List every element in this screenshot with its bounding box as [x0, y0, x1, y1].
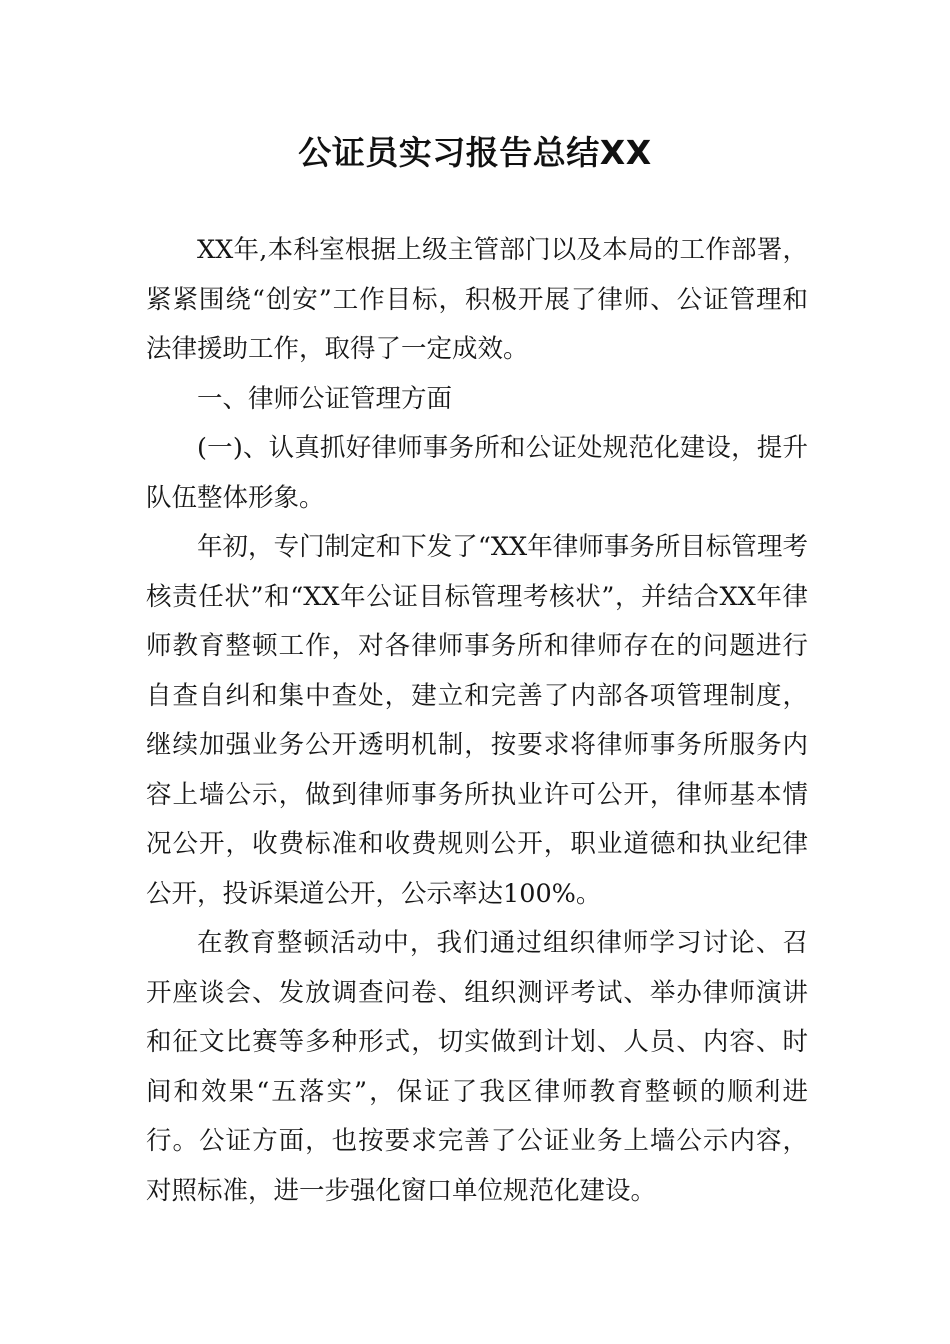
document-title: 公证员实习报告总结XX	[298, 133, 652, 172]
paragraph-education-campaign: 在教育整顿活动中，我们通过组织律师学习讨论、召开座谈会、发放调查问卷、组织测评考试、举办律师演讲和征文比赛等多种形式，切实做到计划、人员、内容、时间和效果“五落实”，保证了我区律师教育整顿的顺利进行。公证方面，也按要求完善了公证业务上墙公示内容，对照标准，进一步强化窗口单位规范化建设。	[146, 928, 808, 1206]
paragraph-intro: XX年,本科室根据上级主管部门以及本局的工作部署，紧紧围绕“创安”工作目标，积极开展了律师、公证管理和法律援助工作，取得了一定成效。	[146, 235, 808, 364]
paragraph-annual-plan: 年初，专门制定和下发了“XX年律师事务所目标管理考核责任状”和“XX年公证目标管理考核状”，并结合XX年律师教育整顿工作，对各律师事务所和律师存在的问题进行自查自纠和集中查处，建立和完善了内部各项管理制度，继续加强业务公开透明机制，按要求将律师事务所服务内容上墙公示，做到律师事务所执业许可公开，律师基本情况公开，收费标准和收费规则公开，职业道德和执业纪律公开，投诉渠道公开，公示率达100%。	[146, 532, 808, 909]
section-heading-1: 一、律师公证管理方面	[197, 383, 453, 414]
document-body	[146, 226, 808, 1216]
subsection-heading-1: (一)、认真抓好律师事务所和公证处规范化建设，提升队伍整体形象。	[146, 433, 808, 513]
